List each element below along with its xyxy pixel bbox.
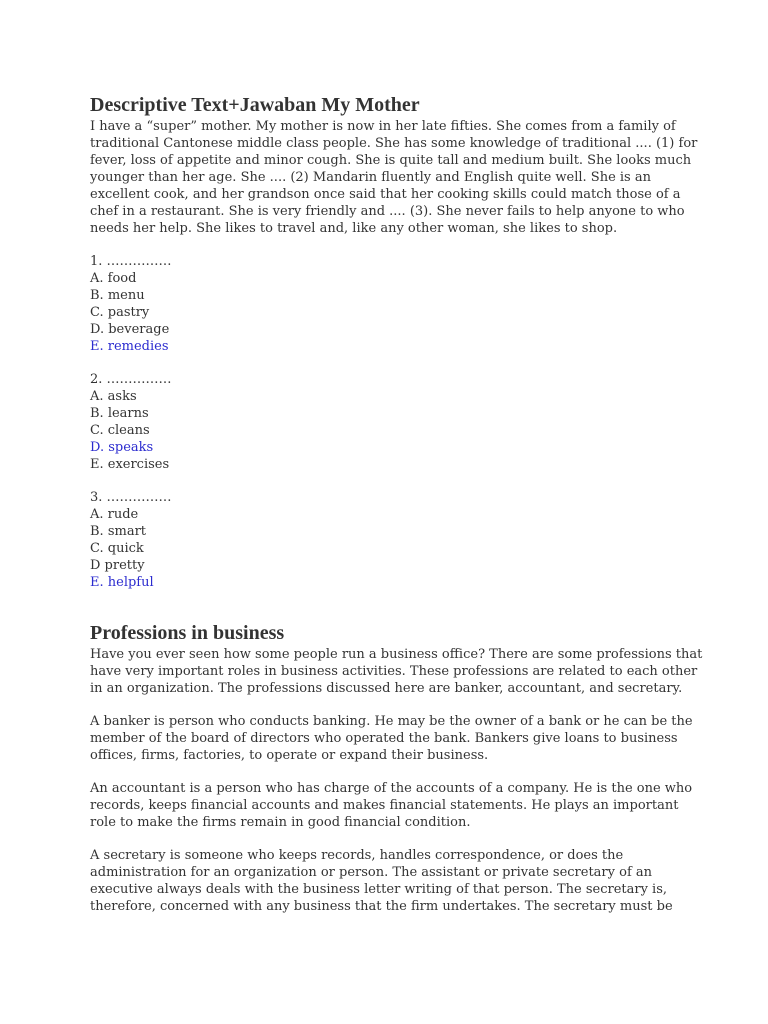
body-line: executive always deals with the business letter writing of that person. The secretary is, [90, 882, 668, 897]
option-d-answer: D. speaks [90, 440, 154, 455]
option-a: A. asks [90, 389, 137, 404]
question-2 [90, 371, 690, 473]
body-line: Have you ever seen how some people run a business office? There are some professions that [90, 647, 703, 662]
body-line: records, keeps financial accounts and makes financial statements. He plays an important [90, 798, 679, 813]
article-title: Descriptive Text+Jawaban My Mother [90, 94, 420, 116]
body-line: chef in a restaurant. She is very friendly and .... (3). She never fails to help anyone to who [90, 204, 685, 219]
option-a: A. food [90, 271, 137, 286]
body-line: have very important roles in business activities. These professions are related to each other [90, 664, 698, 679]
article-my-mother [90, 92, 698, 591]
body-line: member of the board of directors who operated the bank. Bankers give loans to business [90, 731, 678, 746]
question-prompt: 2. …………… [90, 372, 172, 387]
option-e: E. exercises [90, 457, 170, 472]
option-c: C. quick [90, 541, 144, 556]
option-b: B. menu [90, 288, 145, 303]
body-line: traditional Cantonese middle class people. She has some knowledge of traditional .... (1) for [90, 136, 698, 151]
body-line: I have a “super” mother. My mother is now in her late fifties. She comes from a family of [90, 119, 676, 134]
paragraph-secretary [90, 847, 690, 915]
body-line: administration for an organization or person. The assistant or private secretary of an [90, 865, 653, 880]
option-a: A. rude [90, 507, 139, 522]
article-title: Professions in business [90, 622, 285, 644]
body-line: needs her help. She likes to travel and, like any other woman, she likes to shop. [90, 221, 618, 236]
option-d: D pretty [90, 558, 145, 573]
option-c: C. pastry [90, 305, 150, 320]
option-b: B. smart [90, 524, 147, 539]
body-line: offices, firms, factories, to operate or expand their business. [90, 748, 489, 763]
body-line: in an organization. The professions discussed here are banker, accountant, and secretary. [90, 681, 683, 696]
option-e-answer: E. helpful [90, 575, 154, 590]
article-professions [90, 620, 703, 915]
body-line: therefore, concerned with any business that the firm undertakes. The secretary must be [90, 899, 673, 914]
paragraph-intro [90, 646, 703, 697]
option-b: B. learns [90, 406, 149, 421]
paragraph-accountant [90, 780, 693, 831]
body-line: A secretary is someone who keeps records, handles correspondence, or does the [90, 848, 624, 863]
article-body [90, 118, 698, 237]
body-line: younger than her age. She .... (2) Mandarin fluently and English quite well. She is an [90, 170, 651, 185]
question-1 [90, 253, 690, 355]
body-line: excellent cook, and her grandson once said that her cooking skills could match those of a [90, 187, 681, 202]
option-d: D. beverage [90, 322, 170, 337]
body-line: fever, loss of appetite and minor cough. She is quite tall and medium built. She looks much [90, 153, 692, 168]
question-3 [90, 489, 690, 591]
option-c: C. cleans [90, 423, 150, 438]
question-prompt: 3. …………… [90, 490, 172, 505]
body-line: role to make the firms remain in good financial condition. [90, 815, 471, 830]
body-line: An accountant is a person who has charge of the accounts of a company. He is the one who [90, 781, 693, 796]
body-line: A banker is person who conducts banking. He may be the owner of a bank or he can be the [90, 714, 693, 729]
option-e-answer: E. remedies [90, 339, 169, 354]
paragraph-banker [90, 713, 693, 764]
question-prompt: 1. …………… [90, 254, 172, 269]
